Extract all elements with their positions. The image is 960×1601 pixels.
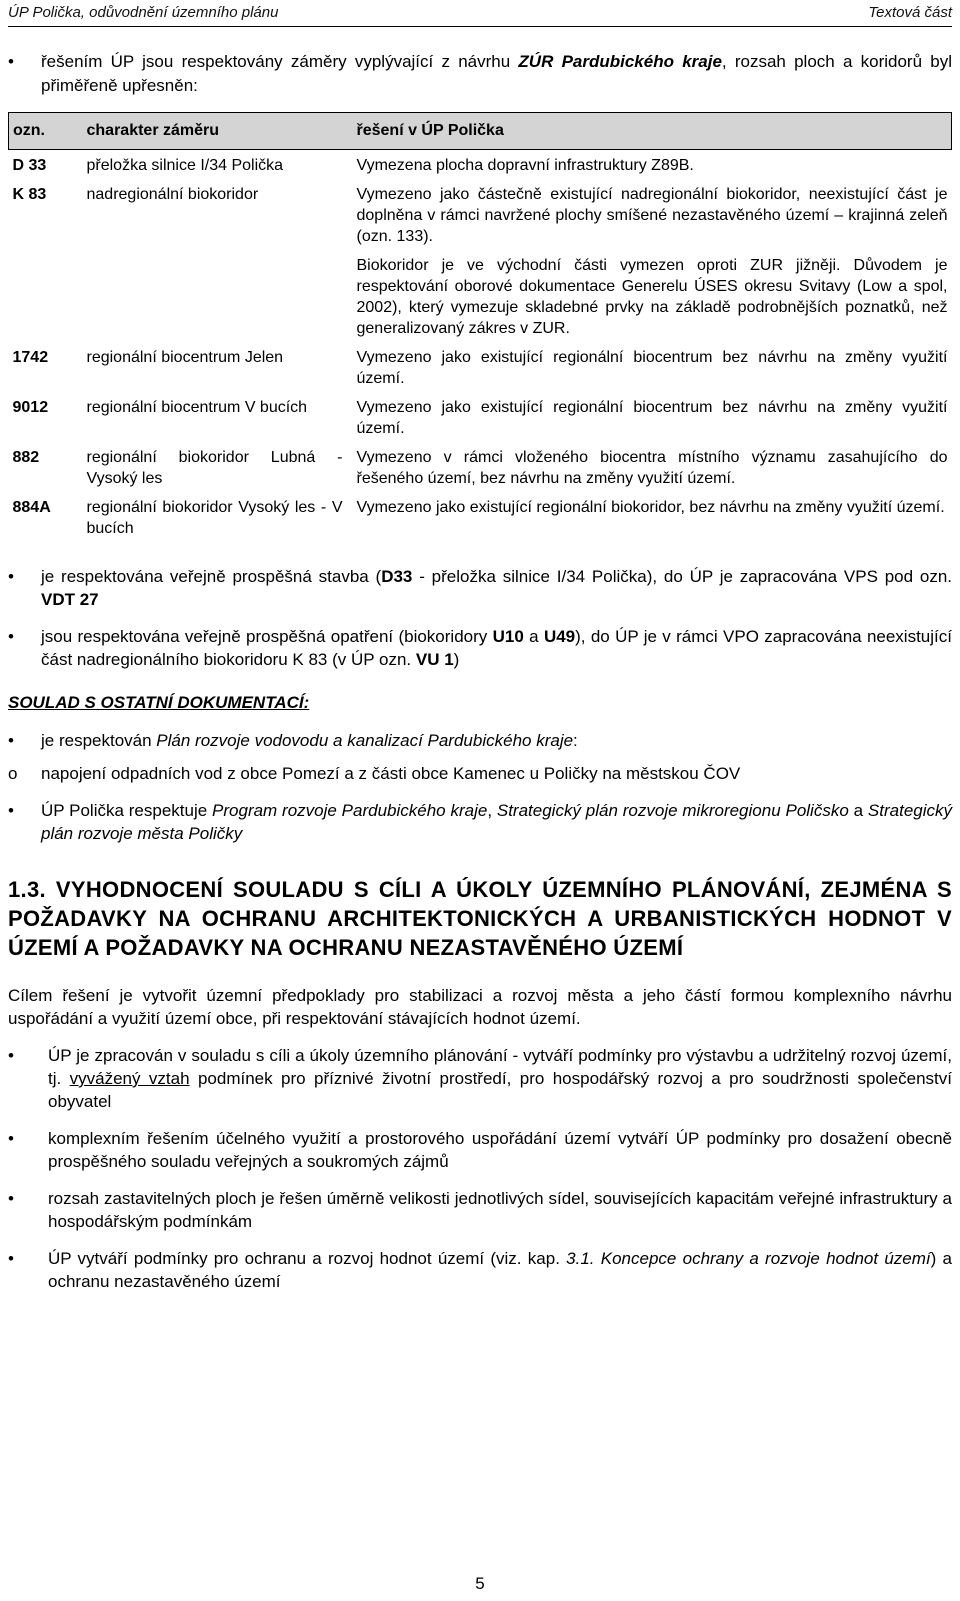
row-character: regionální biokoridor Vysoký les - V bucích [86,499,343,537]
solution-paragraph: Vymezeno jako existující regionální biokoridor, bez návrhu na změny využití území. [356,499,945,516]
goal-chapter-ref: 3.1. Koncepce ochrany a rozvoje hodnot území [566,1249,931,1268]
goal-text: rozsah zastavitelných ploch je řešen úměrně velikosti jednotlivých sídel, souvisejících kapacitám veřejné infrastruktury a hospodářským podmínkám [48,1189,952,1231]
row-solution [353,443,952,493]
row-solution [353,393,952,443]
soulad-text: a [848,801,868,820]
goal-underlined: vyvážený vztah [69,1069,190,1088]
intro-text-pre: řešením ÚP jsou respektovány záměry vyplývající z návrhu [41,52,519,71]
vps-code-d33: D33 [381,567,413,586]
vpo-text: ) [453,650,460,669]
intro-bullet [8,50,952,98]
row-code: 884A [12,499,51,516]
row-solution [353,343,952,393]
soulad-text: : [573,731,578,750]
subitem-marker: o [8,764,18,783]
intro-list [8,50,952,98]
col-header-code: ozn. [9,113,83,150]
goal-text: ) a ochranu nezastavěného území [48,1249,952,1291]
goal-text: podmínek pro příznivé životní prostředí, pro hospodářský rozvoj a pro soudržnosti společenství obyvatel [48,1069,952,1111]
goal-bullet [8,1127,952,1173]
vpo-text: a [523,627,544,646]
goal-text: komplexním řešením účelného využití a prostorového uspořádání území vytváří ÚP podmínky pro dosažení obecně prospěšného souladu veřejných a soukromých zájmů [48,1129,952,1171]
vpo-bullet [8,625,952,671]
city-plan-title: Strategický plán rozvoje města Poličky [41,801,953,843]
program-title: Program rozvoje Pardubického kraje [212,801,488,820]
table-row [9,180,952,343]
soulad-list-2 [8,799,952,845]
goal-bullet [8,1247,952,1293]
goal-paragraph: Cílem řešení je vytvořit územní předpoklady pro stabilizaci a rozvoj města a jeho částí formou komplexního návrhu uspořádání a využití území obce, při respektování stávajících hodnot území. [8,986,952,1028]
table-row [9,343,952,393]
vpo-code-u49: U49 [543,627,576,646]
soulad-text: , [487,801,497,820]
vpo-code-vu: VU 1 [415,650,454,669]
table-header-row [9,113,952,150]
chapter-heading: 1.3. VYHODNOCENÍ SOULADU S CÍLI A ÚKOLY ÚZEMNÍHO PLÁNOVÁNÍ, ZEJMÉNA S POŽADAVKY NA OCHRANU ARCHITEKTONICKÝCH A URBANISTICKÝCH HODNOT V ÚZEMÍ A POŽADAVKY NA OCHRANU NEZASTAVĚNÉHO ÚZEMÍ [8,877,952,960]
table-row [9,493,952,543]
solution-paragraph: Vymezeno jako existující regionální biocentrum bez návrhu na změny využití území. [356,399,948,437]
goal-text: ÚP vytváří podmínky pro ochranu a rozvoj hodnot území (viz. kap. [48,1249,567,1268]
zur-intentions-table [8,112,952,543]
vpo-text: jsou respektována veřejně prospěšná opatření (biokoridory [41,627,493,646]
intro-text-post: , rozsah ploch a koridorů byl přiměřeně upřesněn: [41,52,952,95]
solution-paragraph: Vymezeno v rámci vloženého biocentra místního významu zasahujícího do řešeného území, bez návrhu na změny využití území. [356,449,948,487]
solution-paragraph: Vymezeno jako částečně existující nadregionální biokoridor, neexistující část je doplněna v rámci navržené plochy smíšené nezastavěného území – krajinná zeleň (ozn. 133). [356,186,948,245]
page-header [8,4,952,27]
soulad-bullet [8,799,952,845]
row-solution [353,180,952,343]
row-character: přeložka silnice I/34 Polička [86,157,284,174]
goal-bullet [8,1187,952,1233]
soulad-subitem [8,762,952,785]
subitem-text: napojení odpadních vod z obce Pomezí a z části obce Kamenec u Poličky na městskou ČOV [41,764,741,783]
intro-text-emph: ZÚR Pardubického kraje [518,52,722,71]
header-section-label: Textová část [868,4,952,21]
row-character: nadregionální biokoridor [86,186,259,203]
soulad-text: ÚP Polička respektuje [41,801,213,820]
document-body [8,50,952,1293]
solution-paragraph: Vymezeno jako existující regionální biocentrum bez návrhu na změny využití území. [356,349,948,387]
microregion-plan-title: Strategický plán rozvoje mikroregionu Poličsko [496,801,849,820]
solution-paragraph: Vymezena plocha dopravní infrastruktury Z89B. [356,157,694,174]
row-code: 1742 [12,349,49,366]
soulad-bullet [8,729,952,752]
vps-bullet [8,565,952,611]
page-number: 5 [475,1574,485,1593]
soulad-text: je respektován [41,731,157,750]
vps-code-vdt: VDT 27 [41,590,99,609]
solution-paragraph: Biokoridor je ve východní části vymezen oproti ZUR jižněji. Důvodem je respektování oborové dokumentace Generelu ÚSES okresu Svitavy (Low a spol, 2002), který vymezuje skladebné prvky na základě podrobnějších poznatků, než generalizovaný zákres v ZUR. [356,257,948,337]
row-character: regionální biocentrum Jelen [86,349,284,366]
col-header-solution: řešení v ÚP Polička [353,113,952,150]
vpo-text: ), do ÚP je v rámci VPO zapracována neexistující část nadregionálního biokoridoru K 83 (v ÚP ozn. [41,627,952,669]
row-solution [353,493,952,543]
soulad-plan-title: Plán rozvoje vodovodu a kanalizací Pardubického kraje [156,731,574,750]
row-code: 882 [12,449,40,466]
row-code: D 33 [12,157,47,174]
goal-bullet [8,1044,952,1113]
table-row [9,443,952,493]
row-code: 9012 [12,399,49,416]
row-solution [353,150,952,181]
row-character: regionální biocentrum V bucích [86,399,308,416]
goal-text: ÚP je zpracován v souladu s cíli a úkoly územního plánování - vytváří podmínky pro výstavbu a udržitelný rozvoj území, tj. [48,1046,952,1088]
section-heading-soulad: SOULAD S OSTATNÍ DOKUMENTACÍ: [8,693,310,712]
vpo-code-u10: U10 [492,627,524,646]
table-row [9,393,952,443]
vps-text: - přeložka silnice I/34 Polička), do ÚP je zapracována VPS pod ozn. [412,567,952,586]
header-document-title: ÚP Polička, odůvodnění územního plánu [8,4,279,21]
vps-list [8,565,952,671]
table-row [9,150,952,181]
goals-list [8,1044,952,1293]
col-header-character: charakter záměru [83,113,353,150]
soulad-list [8,729,952,752]
vps-text: je respektována veřejně prospěšná stavba ( [41,567,382,586]
row-character: regionální biokoridor Lubná - Vysoký les [86,449,343,487]
row-code: K 83 [12,186,47,203]
